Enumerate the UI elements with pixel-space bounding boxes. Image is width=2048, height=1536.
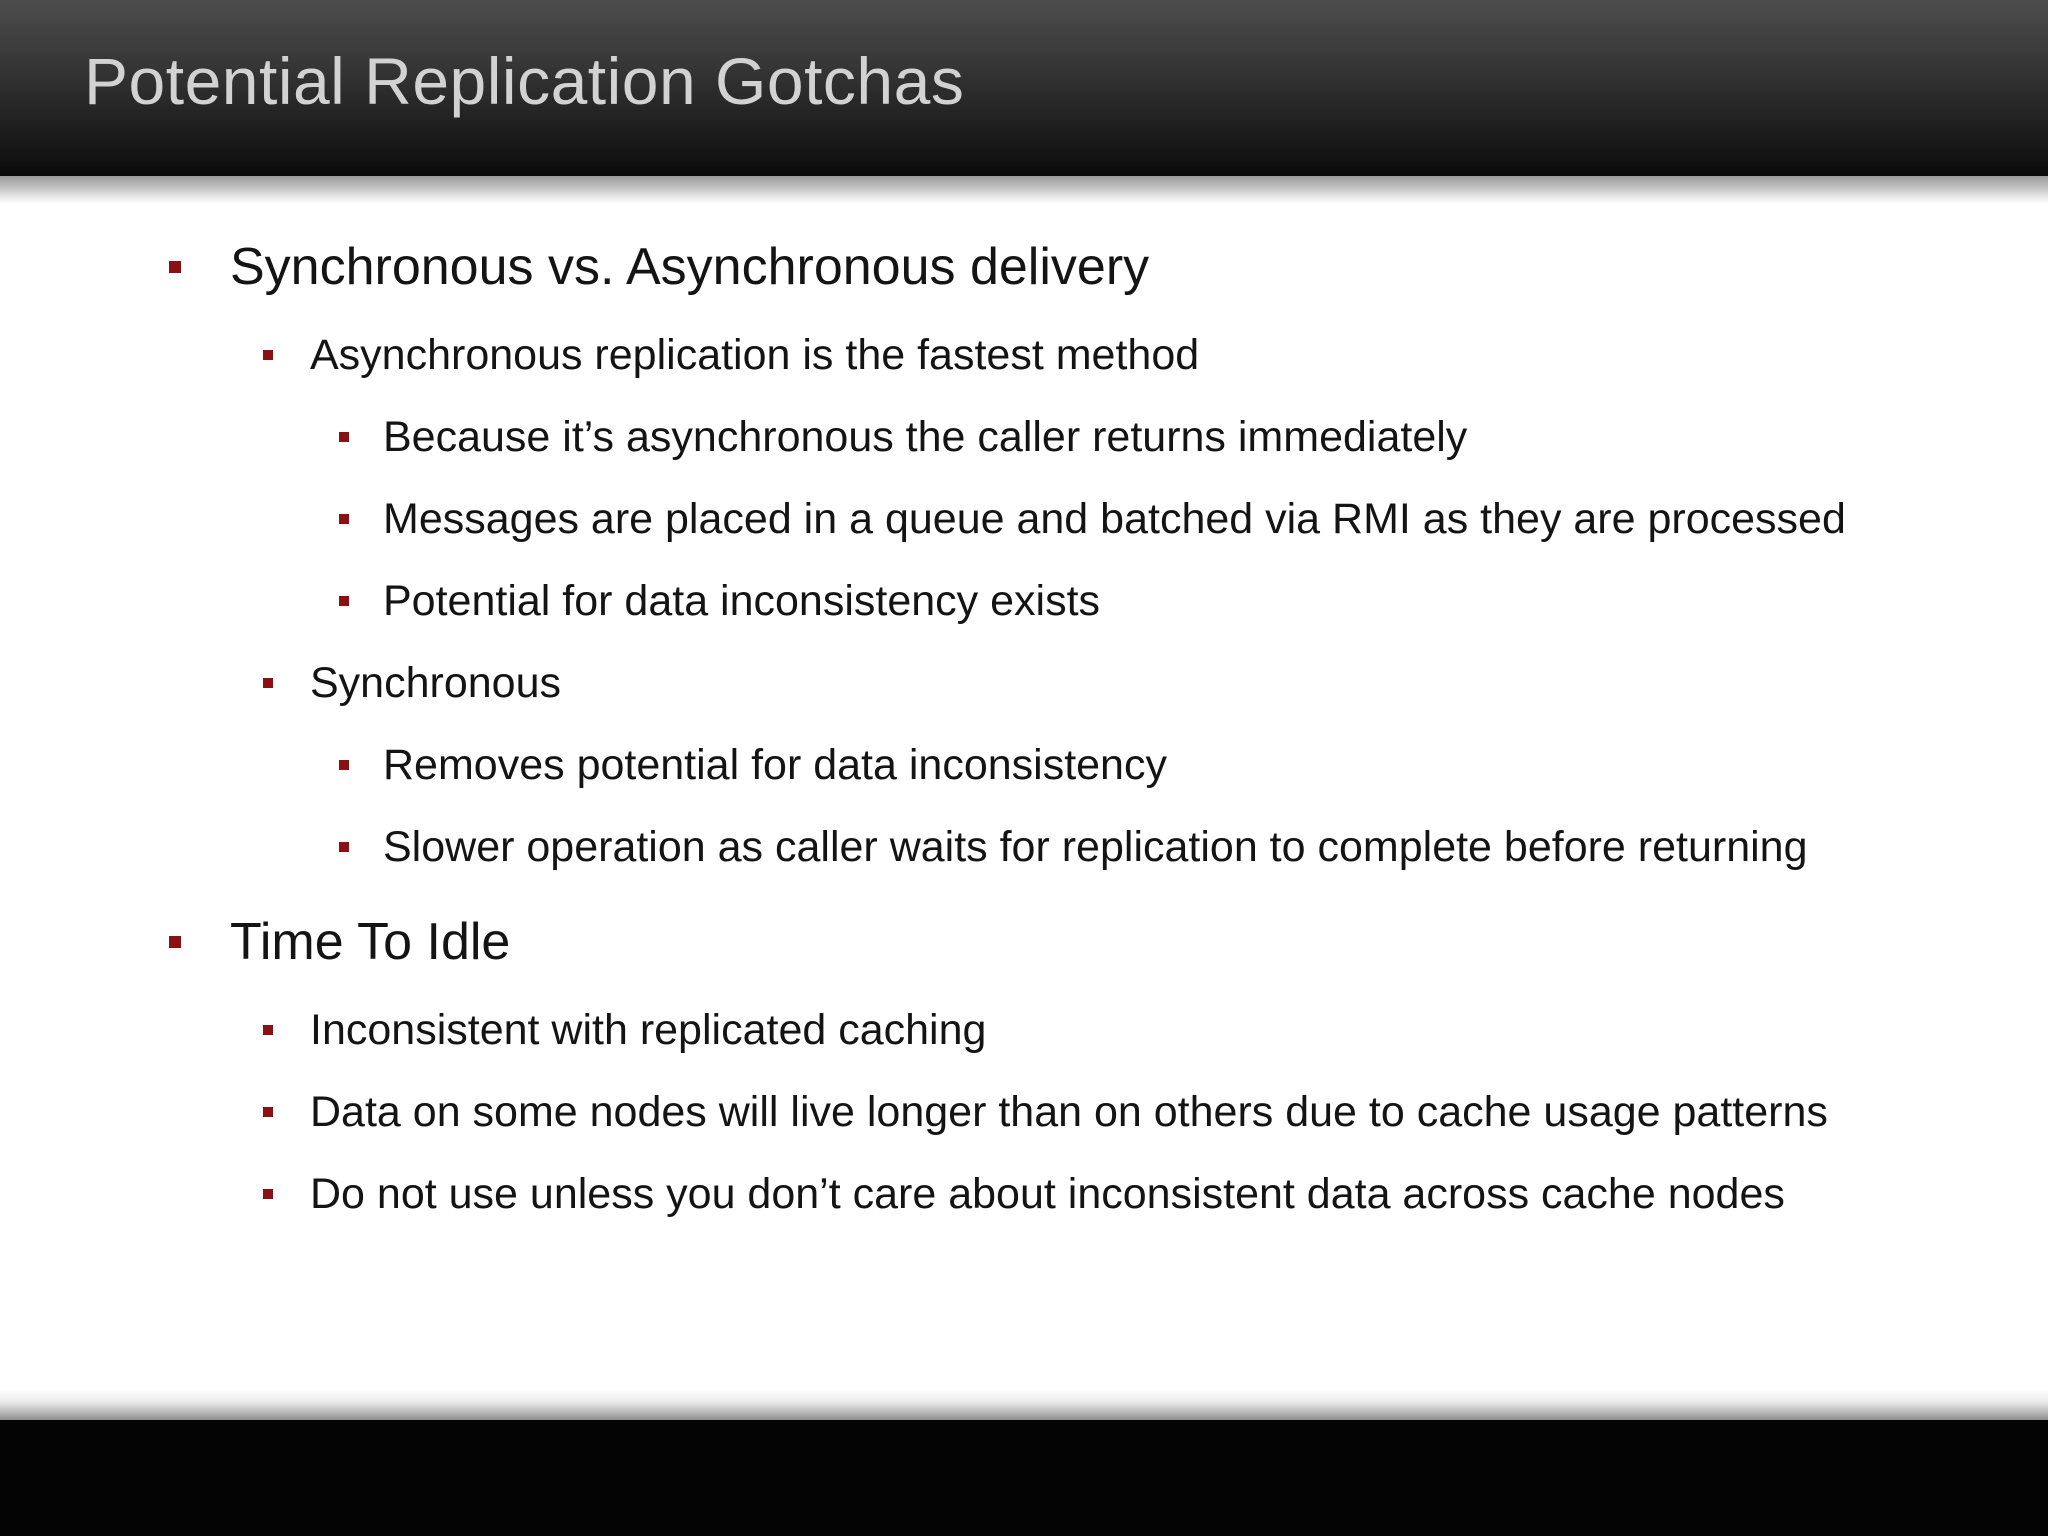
square-bullet-icon	[339, 514, 349, 524]
square-bullet-icon	[263, 350, 273, 360]
bullet-text: Slower operation as caller waits for replication to complete before returning	[383, 823, 1808, 871]
square-bullet-icon	[339, 596, 349, 606]
bullet-text: Synchronous	[310, 659, 561, 707]
square-bullet-icon	[169, 261, 181, 273]
square-bullet-icon	[263, 1107, 273, 1117]
square-bullet-icon	[339, 842, 349, 852]
square-bullet-icon	[339, 432, 349, 442]
slide-title: Potential Replication Gotchas	[84, 44, 965, 118]
bullet-text: Time To Idle	[230, 913, 511, 971]
square-bullet-icon	[169, 936, 181, 948]
bullet-text: Asynchronous replication is the fastest method	[310, 331, 1200, 379]
square-bullet-icon	[339, 760, 349, 770]
square-bullet-icon	[263, 678, 273, 688]
bullet-text: Because it’s asynchronous the caller returns immediately	[383, 413, 1468, 461]
bullet-text: Synchronous vs. Asynchronous delivery	[230, 238, 1150, 296]
bullet-text: Potential for data inconsistency exists	[383, 577, 1101, 625]
bullet-text: Removes potential for data inconsistency	[383, 741, 1167, 789]
bullet-text: Do not use unless you don’t care about inconsistent data across cache nodes	[310, 1170, 1785, 1218]
bullet-text: Data on some nodes will live longer than on others due to cache usage patterns	[310, 1088, 1828, 1136]
square-bullet-icon	[263, 1025, 273, 1035]
bullet-text: Inconsistent with replicated caching	[310, 1006, 987, 1054]
footer-bar	[0, 1420, 2048, 1536]
bullet-text: Messages are placed in a queue and batched via RMI as they are processed	[383, 495, 1846, 543]
square-bullet-icon	[263, 1189, 273, 1199]
footer-shadow	[0, 1390, 2048, 1420]
